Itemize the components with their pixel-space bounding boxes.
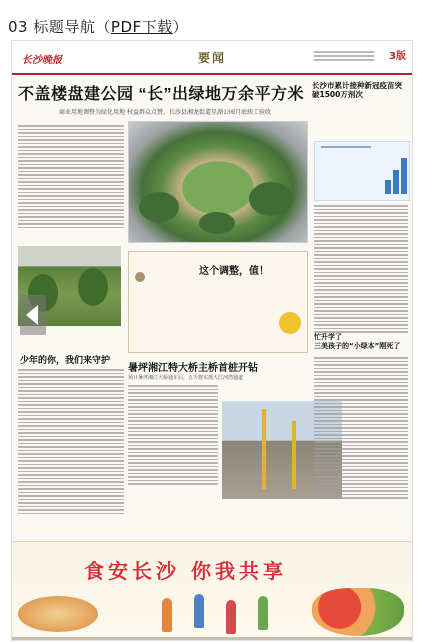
- advertisement-banner[interactable]: [12, 541, 413, 640]
- bridge-subhead: 预计暑坪湘江大桥通车后，五天将实现大江河湾通道: [128, 375, 244, 381]
- ad-slogan: 食安长沙 你我共享: [84, 559, 287, 583]
- badge-icon: [279, 312, 301, 334]
- right-column-story[interactable]: [312, 81, 408, 99]
- vegetable-basket-illustration: [312, 588, 404, 636]
- right-story-text: [314, 203, 408, 335]
- person-illustration: [162, 598, 172, 632]
- park-aerial-photo: [128, 121, 308, 243]
- page-label: 标题导航: [33, 18, 96, 36]
- small-story-text: [18, 367, 124, 516]
- main-subhead: 商业用地调整为绿化用地 权益群众点赞，长沙县湘龙街道星湖公园月底竣工验收: [59, 109, 271, 116]
- bridge-headline[interactable]: 暑坪湘江特大桥主桥首桩开钻: [128, 363, 258, 374]
- arrow-left-icon: [26, 305, 38, 325]
- right-lower-headline[interactable]: 忙升学了 三美孩子的“小绿本”刚死了: [314, 333, 401, 350]
- pdf-download-link[interactable]: PDF下载: [110, 18, 173, 36]
- right-lower-text: [314, 355, 408, 501]
- newspaper-page[interactable]: [11, 40, 413, 641]
- comment-box[interactable]: [128, 251, 308, 353]
- author-avatar-icon: [135, 272, 145, 282]
- paren-close: ）: [172, 18, 189, 36]
- small-story-headline[interactable]: 少年的你，我们来守护: [20, 356, 111, 366]
- masthead-meta: [314, 49, 374, 65]
- person-illustration: [194, 594, 204, 628]
- main-body-text: [18, 123, 124, 230]
- section-title: 要闻: [198, 51, 227, 65]
- food-plate-illustration: [18, 596, 98, 632]
- page-number: 3版: [389, 51, 406, 62]
- paren-open: （: [95, 18, 111, 36]
- person-illustration: [258, 596, 268, 630]
- bridge-text: [128, 383, 218, 487]
- page-index: 03: [8, 18, 29, 36]
- right-story-headline[interactable]: 长沙市累计接种新冠疫苗突破1500万剂次: [312, 81, 402, 99]
- main-headline[interactable]: 不盖楼盘建公园 “长”出绿地万余平方米: [18, 86, 304, 103]
- vaccination-graphic: [314, 141, 410, 201]
- footer-strip: [12, 637, 413, 640]
- main-story[interactable]: [18, 81, 312, 116]
- comment-title: 这个调整，值！: [199, 266, 269, 277]
- person-illustration: [226, 600, 236, 634]
- previous-page-arrow[interactable]: [20, 295, 46, 335]
- newspaper-logo: 长沙晚报: [22, 55, 62, 66]
- page-navigation-bar: [0, 0, 425, 40]
- masthead: [12, 41, 413, 75]
- page-title: [8, 16, 188, 37]
